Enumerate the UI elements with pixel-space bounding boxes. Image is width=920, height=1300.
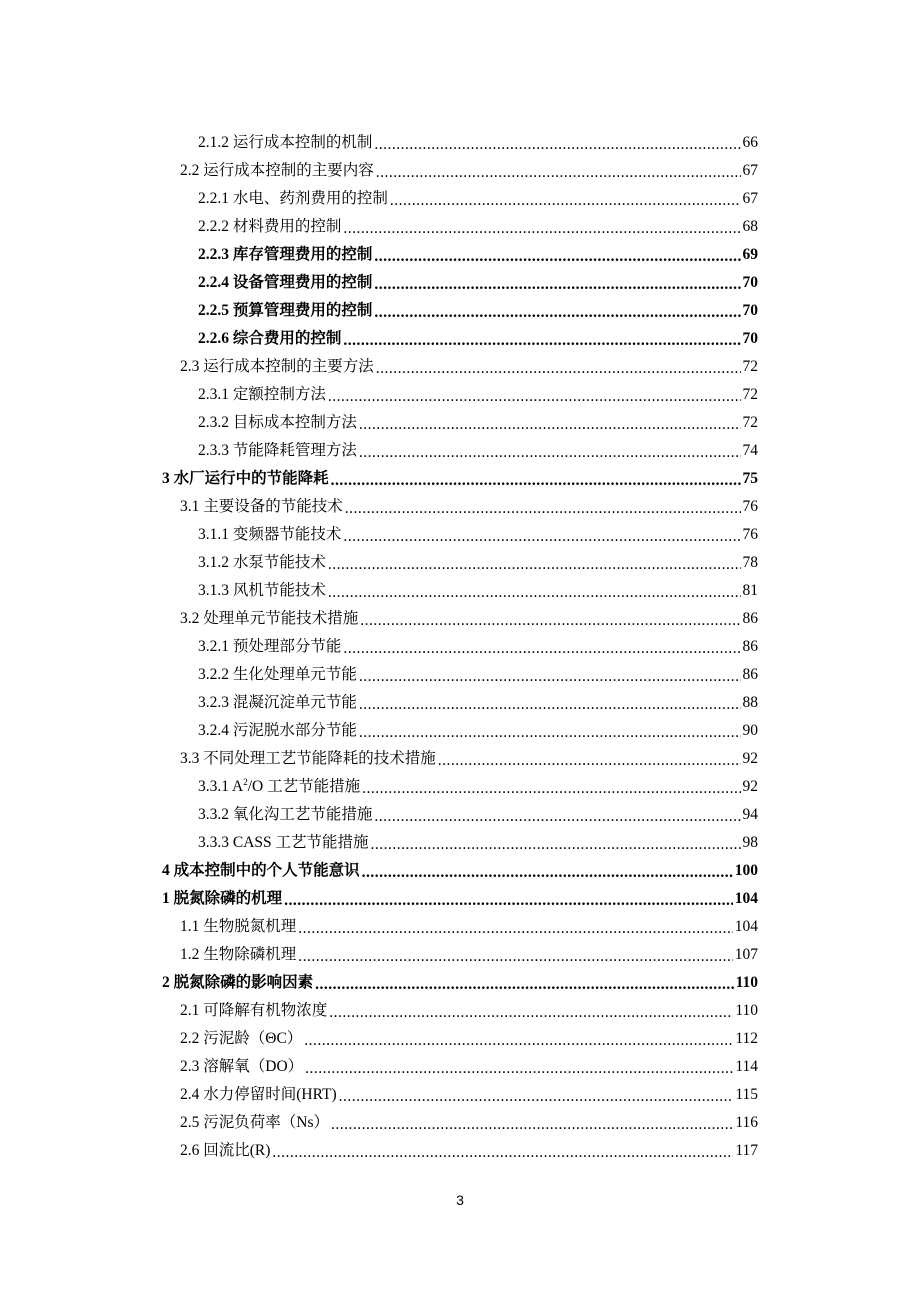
toc-dot-leader bbox=[376, 359, 741, 375]
toc-entry-page: 104 bbox=[734, 918, 758, 935]
toc-entry-title: 2.3.3 节能降耗管理方法 bbox=[198, 442, 357, 459]
toc-entry-title: 2.2.5 预算管理费用的控制 bbox=[198, 302, 373, 319]
toc-entry[interactable] bbox=[198, 269, 758, 297]
toc-entry[interactable] bbox=[162, 885, 758, 913]
toc-dot-leader bbox=[360, 611, 740, 627]
toc-dot-leader bbox=[362, 863, 733, 879]
toc-entry[interactable] bbox=[198, 689, 758, 717]
toc-entry-page: 116 bbox=[735, 1114, 758, 1131]
toc-entry-page: 98 bbox=[742, 834, 758, 851]
toc-entry-title: 3.3.2 氧化沟工艺节能措施 bbox=[198, 806, 373, 823]
toc-entry[interactable] bbox=[198, 129, 758, 157]
toc-dot-leader bbox=[374, 247, 740, 263]
toc-entry-page: 88 bbox=[742, 694, 758, 711]
toc-entry-page: 94 bbox=[742, 806, 758, 823]
toc-dot-leader bbox=[374, 135, 740, 151]
toc-entry-page: 76 bbox=[742, 498, 758, 515]
toc-dot-leader bbox=[328, 387, 741, 403]
toc-entry-page: 70 bbox=[742, 302, 758, 319]
toc-entry[interactable] bbox=[198, 381, 758, 409]
toc-entry-page: 75 bbox=[742, 470, 758, 487]
toc-entry-page: 78 bbox=[742, 554, 758, 571]
toc-entry-title: 2.2 污泥龄（ΘC） bbox=[180, 1030, 303, 1047]
toc-entry-page: 117 bbox=[735, 1142, 758, 1159]
toc-entry-page: 74 bbox=[742, 442, 758, 459]
toc-entry-title: 2 脱氮除磷的影响因素 bbox=[162, 974, 314, 991]
toc-entry-page: 112 bbox=[735, 1030, 758, 1047]
toc-entry-title: 3.1.2 水泵节能技术 bbox=[198, 554, 326, 571]
toc-entry[interactable] bbox=[198, 549, 758, 577]
toc-entry[interactable] bbox=[198, 801, 758, 829]
toc-dot-leader bbox=[371, 835, 741, 851]
toc-entry[interactable] bbox=[198, 521, 758, 549]
toc-entry-title: 2.2.2 材料费用的控制 bbox=[198, 218, 342, 235]
toc-dot-leader bbox=[343, 331, 740, 347]
toc-entry[interactable] bbox=[198, 661, 758, 689]
toc-dot-leader bbox=[359, 415, 741, 431]
toc-entry[interactable] bbox=[180, 1053, 758, 1081]
toc-entry-title: 3.1 主要设备的节能技术 bbox=[180, 498, 343, 515]
toc-entry-title: 2.2 运行成本控制的主要内容 bbox=[180, 162, 374, 179]
toc-dot-leader bbox=[305, 1059, 733, 1075]
toc-entry-page: 70 bbox=[742, 274, 758, 291]
toc-entry-page: 68 bbox=[742, 218, 758, 235]
toc-dot-leader bbox=[315, 975, 733, 991]
toc-entry[interactable] bbox=[198, 325, 758, 353]
toc-entry-title: 3 水厂运行中的节能降耗 bbox=[162, 470, 329, 487]
toc-entry-page: 67 bbox=[742, 162, 758, 179]
toc-entry-page: 114 bbox=[735, 1058, 758, 1075]
toc-entry-title: 2.3.1 定额控制方法 bbox=[198, 386, 326, 403]
toc-entry[interactable] bbox=[180, 493, 758, 521]
toc-entry-title: 1.2 生物除磷机理 bbox=[180, 946, 297, 963]
toc-entry-title: 2.1 可降解有机物浓度 bbox=[180, 1002, 328, 1019]
toc-entry-page: 70 bbox=[742, 330, 758, 347]
toc-entry-title: 2.5 污泥负荷率（Ns） bbox=[180, 1114, 329, 1131]
toc-entry-page: 104 bbox=[734, 890, 758, 907]
toc-dot-leader bbox=[374, 303, 740, 319]
toc-entry-title: 2.4 水力停留时间(HRT) bbox=[180, 1086, 337, 1103]
toc-entry-title: 2.2.1 水电、药剂费用的控制 bbox=[198, 190, 388, 207]
toc-entry[interactable] bbox=[198, 241, 758, 269]
toc-entry-page: 110 bbox=[735, 1002, 758, 1019]
toc-entry-page: 67 bbox=[742, 190, 758, 207]
page-number: 3 bbox=[456, 1192, 464, 1208]
toc-entry[interactable] bbox=[180, 157, 758, 185]
toc-entry-title: 1.1 生物脱氮机理 bbox=[180, 918, 297, 935]
toc-dot-leader bbox=[374, 275, 740, 291]
toc-entry-title: 3.3.1 $A^2/O$ 工艺节能措施 bbox=[198, 776, 361, 795]
toc-entry[interactable] bbox=[198, 213, 758, 241]
toc-dot-leader bbox=[343, 527, 740, 543]
toc-entry-title: 2.3 溶解氧（DO） bbox=[180, 1058, 304, 1075]
toc-entry-page: 86 bbox=[742, 610, 758, 627]
toc-dot-leader bbox=[438, 751, 741, 767]
toc-dot-leader bbox=[284, 891, 733, 907]
toc-entry-page: 72 bbox=[742, 386, 758, 403]
toc-entry-page: 69 bbox=[742, 246, 758, 263]
toc-dot-leader bbox=[345, 499, 741, 515]
toc-dot-leader bbox=[304, 1031, 733, 1047]
toc-entry-page: 92 bbox=[742, 750, 758, 767]
toc-entry-page: 81 bbox=[742, 582, 758, 599]
toc-entry-title: 4 成本控制中的个人节能意识 bbox=[162, 862, 360, 879]
toc-entry-page: 72 bbox=[742, 414, 758, 431]
toc-entry-page: 107 bbox=[734, 946, 758, 963]
toc-dot-leader bbox=[331, 1115, 733, 1131]
toc-entry-title: 3.3 不同处理工艺节能降耗的技术措施 bbox=[180, 750, 436, 767]
toc-entry-title: 2.6 回流比(R) bbox=[180, 1142, 271, 1159]
toc-dot-leader bbox=[272, 1143, 733, 1159]
toc-entry[interactable] bbox=[180, 941, 758, 969]
toc-entry[interactable] bbox=[180, 605, 758, 633]
toc-dot-leader bbox=[374, 807, 740, 823]
toc-entry[interactable] bbox=[162, 465, 758, 493]
toc-entry-page: 100 bbox=[734, 862, 758, 879]
toc-entry[interactable] bbox=[180, 353, 758, 381]
toc-entry[interactable] bbox=[198, 297, 758, 325]
toc-dot-leader bbox=[390, 191, 741, 207]
toc-dot-leader bbox=[343, 639, 740, 655]
toc-entry-title: 3.2.2 生化处理单元节能 bbox=[198, 666, 357, 683]
toc-entry[interactable] bbox=[198, 437, 758, 465]
toc-entry-title: 3.1.3 风机节能技术 bbox=[198, 582, 326, 599]
toc-dot-leader bbox=[298, 919, 732, 935]
toc-dot-leader bbox=[362, 779, 740, 795]
toc-dot-leader bbox=[376, 163, 741, 179]
toc-dot-leader bbox=[329, 1003, 733, 1019]
toc-entry-title: 2.2.4 设备管理费用的控制 bbox=[198, 274, 373, 291]
toc-entry-page: 92 bbox=[742, 778, 758, 795]
toc-dot-leader bbox=[359, 695, 741, 711]
toc-entry-page: 86 bbox=[742, 666, 758, 683]
toc-entry-title: 2.1.2 运行成本控制的机制 bbox=[198, 134, 373, 151]
toc-entry-title: 2.2.6 综合费用的控制 bbox=[198, 330, 342, 347]
toc-entry[interactable] bbox=[180, 745, 758, 773]
toc-entry[interactable] bbox=[198, 829, 758, 857]
toc-entry-title: 3.2 处理单元节能技术措施 bbox=[180, 610, 359, 627]
toc-entry-page: 66 bbox=[742, 134, 758, 151]
toc-entry[interactable] bbox=[180, 913, 758, 941]
toc-entry[interactable] bbox=[162, 857, 758, 885]
toc-entry[interactable] bbox=[180, 1109, 758, 1137]
toc-entry[interactable] bbox=[180, 1025, 758, 1053]
toc-entry-title: 2.3.2 目标成本控制方法 bbox=[198, 414, 357, 431]
toc-entry[interactable] bbox=[198, 717, 758, 745]
toc-entry-title: 1 脱氮除磷的机理 bbox=[162, 890, 283, 907]
toc-dot-leader bbox=[328, 555, 741, 571]
toc-entry[interactable] bbox=[180, 997, 758, 1025]
toc-dot-leader bbox=[298, 947, 732, 963]
toc-entry-title: 3.3.3 CASS 工艺节能措施 bbox=[198, 834, 369, 851]
toc-entry-page: 76 bbox=[742, 526, 758, 543]
toc-entry-page: 115 bbox=[735, 1086, 758, 1103]
toc-entry[interactable] bbox=[162, 969, 758, 997]
toc-entry[interactable] bbox=[198, 185, 758, 213]
toc-entry-title: 3.2.4 污泥脱水部分节能 bbox=[198, 722, 357, 739]
toc-entry-page: 90 bbox=[742, 722, 758, 739]
toc-entry[interactable] bbox=[198, 577, 758, 605]
toc-entry[interactable] bbox=[180, 1137, 758, 1165]
toc-entry-page: 86 bbox=[742, 638, 758, 655]
toc-dot-leader bbox=[328, 583, 741, 599]
toc-dot-leader bbox=[359, 667, 741, 683]
toc-entry-title: 3.2.3 混凝沉淀单元节能 bbox=[198, 694, 357, 711]
toc-entry-title: 3.1.1 变频器节能技术 bbox=[198, 526, 342, 543]
toc-dot-leader bbox=[343, 219, 740, 235]
toc-dot-leader bbox=[331, 471, 741, 487]
toc-entry-page: 110 bbox=[735, 974, 758, 991]
toc-entry-page: 72 bbox=[742, 358, 758, 375]
toc-dot-leader bbox=[339, 1087, 734, 1103]
toc-entry-title: 2.3 运行成本控制的主要方法 bbox=[180, 358, 374, 375]
toc-entry-title: 3.2.1 预处理部分节能 bbox=[198, 638, 342, 655]
toc-dot-leader bbox=[359, 443, 741, 459]
toc-entry[interactable] bbox=[198, 633, 758, 661]
toc-entry[interactable] bbox=[198, 409, 758, 437]
toc-entry[interactable] bbox=[198, 773, 758, 801]
toc-entry[interactable] bbox=[180, 1081, 758, 1109]
toc-dot-leader bbox=[359, 723, 741, 739]
toc-entry-title: 2.2.3 库存管理费用的控制 bbox=[198, 246, 373, 263]
